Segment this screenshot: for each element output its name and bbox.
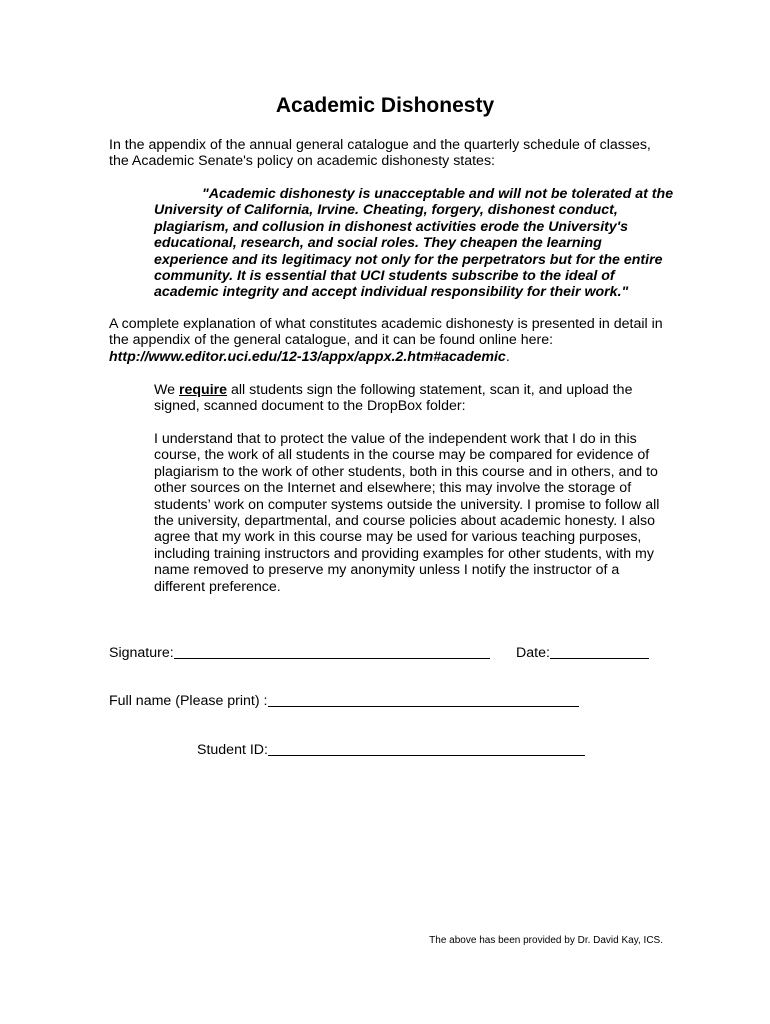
- policy-quote: "Academic dishonesty is unacceptable and will not be tolerated at the University of California, Irvine. Cheating, forgery, dishonest conduct, plagiarism, and collusion in dishonest activities erode the University's educational, research, and social roles. They cheapen the learning experience and its legitimacy not only for the perpetrators but for the entire community. It is essential that UCI students subscribe to the ideal of academic integrity and accept individual responsibility for their work.": [154, 186, 674, 301]
- intro-paragraph: In the appendix of the annual general catalogue and the quarterly schedule of classes, the Academic Senate's policy on academic dishonesty states:: [109, 137, 651, 170]
- explanation-paragraph: [109, 316, 669, 365]
- page-title: Academic Dishonesty: [275, 94, 495, 117]
- footer-credit: The above has been provided by Dr. David Kay, ICS.: [429, 935, 663, 946]
- fullname-label: Full name (Please print) :: [109, 693, 268, 709]
- signature-line[interactable]: [174, 646, 490, 659]
- policy-url-link[interactable]: http://www.editor.uci.edu/12-13/appx/appx.2.htm#academic: [109, 348, 506, 365]
- signature-label: Signature:: [109, 645, 174, 661]
- signature-field[interactable]: [109, 644, 490, 662]
- fullname-field[interactable]: [109, 692, 579, 710]
- requirement-paragraph: [154, 382, 654, 415]
- explanation-text: A complete explanation of what constitutes academic dishonesty is presented in detail in the appendix of the general catalogue, and it can be found online here:: [109, 316, 663, 349]
- student-id-field[interactable]: [197, 741, 585, 759]
- student-id-label: Student ID:: [197, 742, 268, 758]
- date-field[interactable]: [516, 644, 649, 662]
- requirement-emphasis: require: [178, 382, 228, 398]
- fullname-line[interactable]: [268, 694, 579, 707]
- requirement-suffix: all students sign the following statement, scan it, and upload the signed, scanned document to the DropBox folder:: [154, 382, 633, 415]
- date-line[interactable]: [550, 646, 649, 659]
- honesty-statement: I understand that to protect the value of the independent work that I do in this course, the work of all students in the course may be compared for evidence of plagiarism to the work of other students, both in this course and in others, and to other sources on the Internet and elsewhere; this may involve the storage of students’ work on computer systems outside the university. I promise to follow all the university, departmental, and course policies about academic honesty. I also agree that my work in this course may be used for various teaching purposes, including training instructors and providing examples for other students, with my name removed to preserve my anonymity unless I notify the instructor of a different preference.: [154, 431, 660, 595]
- date-label: Date:: [516, 645, 550, 661]
- url-suffix: .: [505, 348, 510, 365]
- requirement-prefix: We: [154, 382, 179, 398]
- student-id-line[interactable]: [268, 743, 585, 756]
